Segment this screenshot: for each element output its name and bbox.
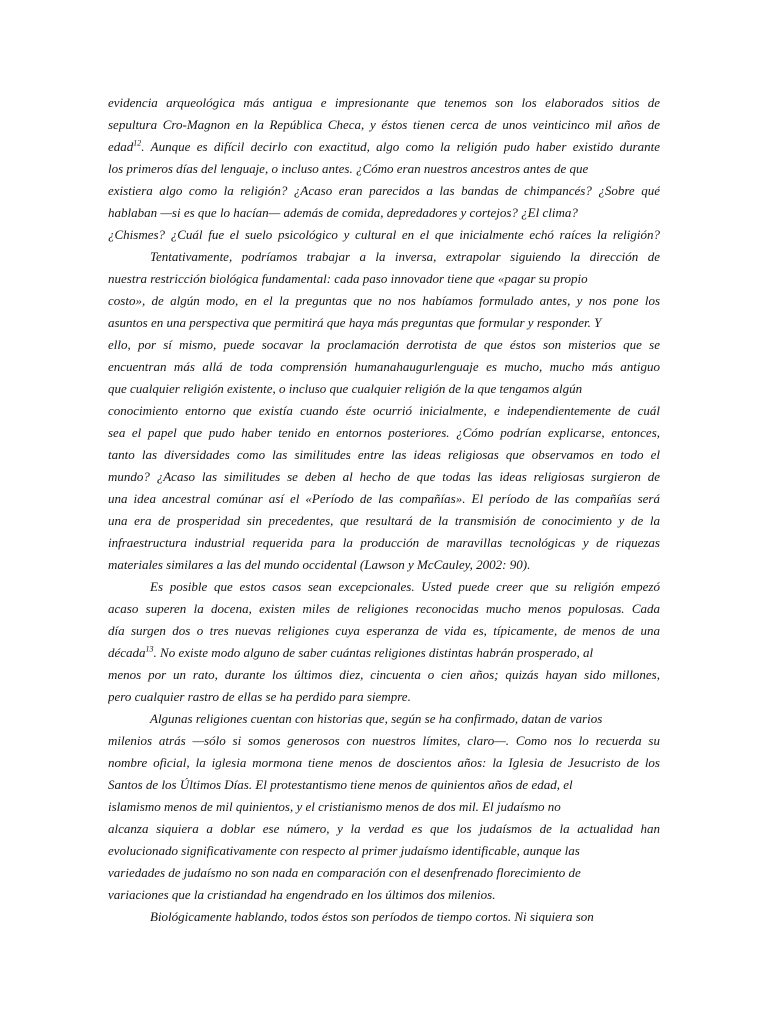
paragraph — [108, 576, 660, 708]
text-line: Biológicamente hablando, todos éstos son períodos de tiempo cortos. Ni siquiera son — [150, 909, 594, 924]
line-text: . No existe modo alguno de saber cuántas religiones distintas habrán prosperado, al — [153, 645, 594, 660]
text-line — [108, 642, 660, 664]
text-line: una idea ancestral comúnar así el «Período de las compañías». El período de las compañías será — [108, 491, 660, 506]
paragraph — [108, 246, 660, 576]
line-text: edad — [108, 139, 134, 154]
text-line: variaciones que la cristiandad ha engendrado en los últimos dos milenios. — [108, 887, 496, 902]
text-line: materiales similares a las del mundo occidental (Lawson y McCauley, 2002: 90). — [108, 557, 531, 572]
text-line: acaso superen la docena, existen miles de religiones reconocidas mucho menos populosas. Cada — [108, 601, 660, 616]
body-text — [108, 92, 660, 928]
text-line: día surgen dos o tres nuevas religiones cuya esperanza de vida es, típicamente, de menos de una — [108, 623, 660, 638]
text-line: una era de prosperidad sin precedentes, que resultará de la transmisión de conocimiento y de la — [108, 513, 660, 528]
text-line: Algunas religiones cuentan con historias que, según se ha confirmado, datan de varios — [150, 711, 603, 726]
text-line: evolucionado significativamente con respecto al primer judaísmo identificable, aunque las — [108, 843, 580, 858]
text-line: los primeros días del lenguaje, o incluso antes. ¿Cómo eran nuestros ancestros antes de que — [108, 161, 589, 176]
text-line: ello, por sí mismo, puede socavar la proclamación derrotista de que éstos son misterios que se — [108, 337, 660, 352]
text-line: que cualquier religión existente, o incluso que cualquier religión de la que tengamos algún — [108, 381, 583, 396]
text-line: mundo? ¿Acaso las similitudes se deben al hecho de que todas las ideas religiosas surgieron de — [108, 469, 660, 484]
text-line: infraestructura industrial requerida para la producción de maravillas tecnológicas y de riquezas — [108, 535, 660, 550]
text-line: nuestra restricción biológica fundamental: cada paso innovador tiene que «pagar su propio — [108, 271, 588, 286]
text-line: conocimiento entorno que existía cuando éste ocurrió inicialmente, e independientemente de cuál — [108, 403, 660, 418]
text-line: asuntos en una perspectiva que permitirá que haya más preguntas que formular y responder. Y — [108, 315, 602, 330]
text-line: Es posible que estos casos sean excepcionales. Usted puede creer que su religión empezó — [150, 579, 660, 594]
text-line: existiera algo como la religión? ¿Acaso eran parecidos a las bandas de chimpancés? ¿Sobre qué — [108, 183, 660, 198]
paragraph — [108, 708, 660, 906]
paragraph — [108, 92, 660, 246]
text-line — [108, 136, 660, 158]
text-line: tanto las diversidades como las similitudes entre las ideas religiosas que observamos en todo el — [108, 447, 660, 462]
text-line: costo», de algún modo, en el la preguntas que no nos habíamos formulado antes, y nos pone los — [108, 293, 660, 308]
text-line: sepultura Cro-Magnon en la República Checa, y éstos tienen cerca de unos veinticinco mil años de — [108, 117, 660, 132]
line-text: . Aunque es difícil decirlo con exactitud, algo como la religión pudo haber existido durante — [141, 139, 660, 154]
footnote-marker: 13 — [145, 644, 154, 654]
text-line: hablaban —si es que lo hacían— además de comida, depredadores y cortejos? ¿El clima? — [108, 205, 578, 220]
line-text: década — [108, 645, 146, 660]
text-line: encuentran más allá de toda comprensión humanahaugurlenguaje es mucho, mucho más antiguo — [108, 359, 660, 374]
text-line: evidencia arqueológica más antigua e impresionante que tenemos son los elaborados sitios de — [108, 95, 660, 110]
text-line: pero cualquier rastro de ellas se ha perdido para siempre. — [108, 689, 411, 704]
paragraph — [108, 906, 660, 928]
text-line: nombre oficial, la iglesia mormona tiene menos de doscientos años: la Iglesia de Jesucristo de los — [108, 755, 660, 770]
text-line: milenios atrás —sólo si somos generosos con nuestros límites, claro—. Como nos lo recuerda su — [108, 733, 660, 748]
text-line: Tentativamente, podríamos trabajar a la inversa, extrapolar siguiendo la dirección de — [150, 249, 660, 264]
text-line: variedades de judaísmo no son nada en comparación con el desenfrenado florecimiento de — [108, 865, 581, 880]
text-line: islamismo menos de mil quinientos, y el cristianismo menos de dos mil. El judaísmo no — [108, 799, 561, 814]
text-line: menos por un rato, durante los últimos diez, cincuenta o cien años; quizás hayan sido millones, — [108, 667, 660, 682]
text-line: sea el papel que pudo haber tenido en entornos posteriores. ¿Cómo podrían explicarse, entonces, — [108, 425, 660, 440]
footnote-marker: 12 — [133, 138, 142, 148]
text-line: alcanza siquiera a doblar ese número, y la verdad es que los judaísmos de la actualidad han — [108, 821, 660, 836]
text-line: ¿Chismes? ¿Cuál fue el suelo psicológico y cultural en el que inicialmente echó raíces la religión? — [108, 227, 660, 242]
text-line: Santos de los Últimos Días. El protestantismo tiene menos de quinientos años de edad, el — [108, 777, 573, 792]
